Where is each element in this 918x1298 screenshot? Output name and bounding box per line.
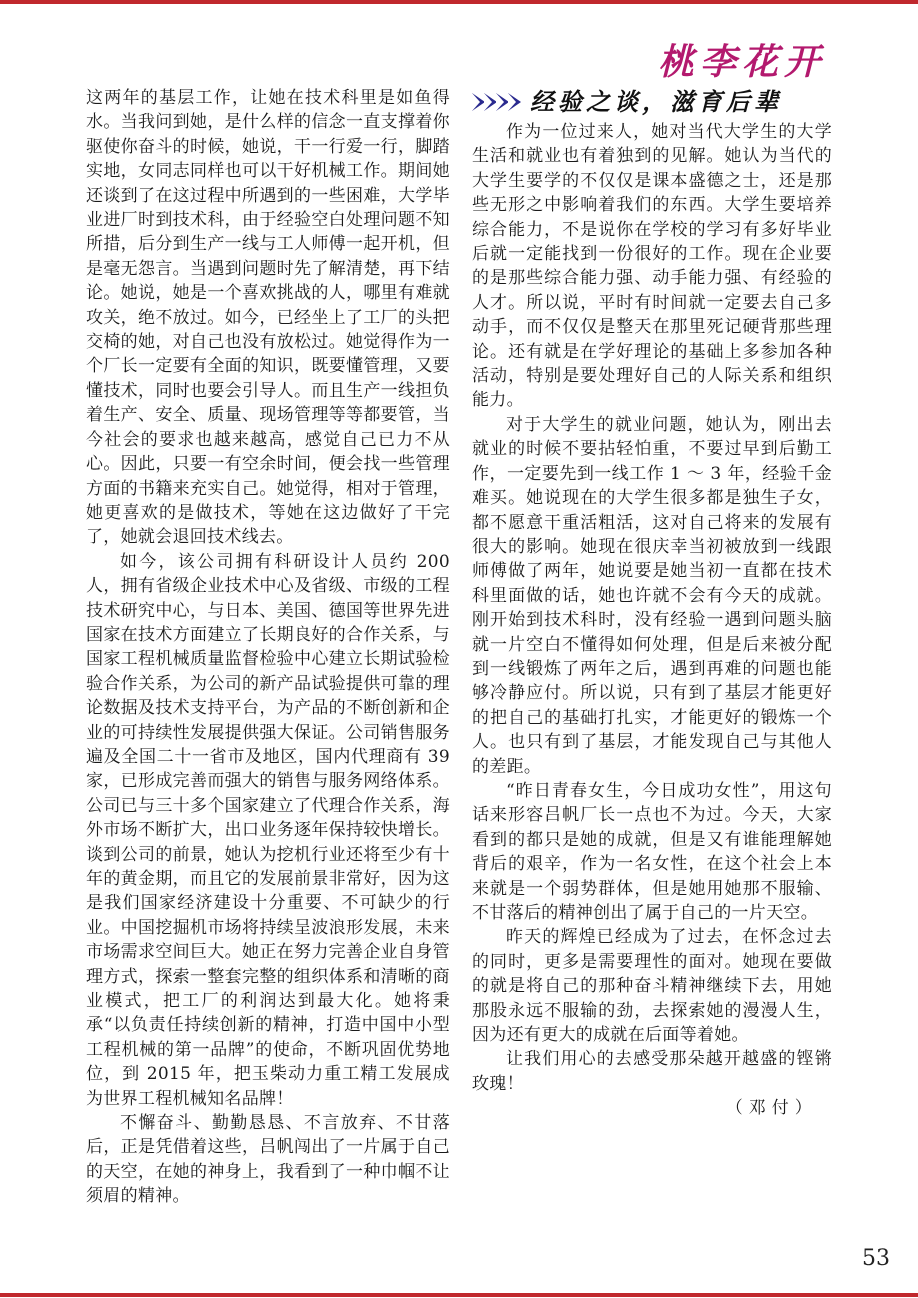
author-credit: （ 邓 付 ） xyxy=(725,1098,812,1119)
heading-text: 经验之谈，滋育后辈 xyxy=(530,86,782,116)
bottom-rule xyxy=(0,1293,918,1297)
article-heading xyxy=(472,86,832,118)
arrow-icon xyxy=(472,93,520,111)
right-column xyxy=(472,86,832,1121)
right-paragraph-2: 对于大学生的就业问题，她认为，刚出去就业的时候不要拈轻怕重，不要过早到后勤工作，一定要先到一线工作 1 ～ 3 年，经验千金难买。她说现在的大学生很多都是独生子女，都不愿意干重活粗活，这对自己将来的发展有很大的影响。她现在很庆幸当初被放到一线跟师傅做了两年，她说要是她当初一直都在技术科里面做的话，她也许就不会有今天的成就。刚开始到技术科时，没有经验一遇到问题头脑就一片空白不懂得如何处理，但是后来被分配到一线锻炼了两年之后，遇到再难的问题也能够冷静应付。所以说，只有到了基层才能更好的把自己的基础打扎实，才能更好的锻炼一个人。也只有到了基层，才能发现自己与其他人的差距。 xyxy=(472,414,832,777)
section-title: 桃李花开 xyxy=(657,41,826,83)
top-rule xyxy=(0,0,918,4)
right-paragraph-3: “昨日青春女生，今日成功女性”，用这句话来形容吕帆厂长一点也不为过。今天，大家看到的都只是她的成就，但是又有谁能理解她背后的艰辛，作为一名女性，在这个社会上本来就是一个弱势群体，但是她用她那不服输、不甘落后的精神创出了属于自己的一片天空。 xyxy=(472,780,832,923)
page-number: 53 xyxy=(862,1246,890,1271)
left-column xyxy=(86,86,450,1209)
left-paragraph-2: 如今，该公司拥有科研设计人员约 200 人，拥有省级企业技术中心及省级、市级的工程技术研究中心，与日本、美国、德国等世界先进国家在技术方面建立了长期良好的合作关系，与国家工程机械质量监督检验中心建立长期试验检验合作关系，为公司的新产品试验提供可靠的理论数据及技术支持平台，为产品的不断创新和企业的可持续性发展提供强大保证。公司销售服务遍及全国二十一省市及地区，国内代理商有 39 家，已形成完善而强大的销售与服务网络体系。公司已与三十多个国家建立了代理合作关系，海外市场不断扩大，出口业务逐年保持较快增长。谈到公司的前景，她认为挖机行业还将至少有十年的黄金期，而且它的发展前景非常好，因为这是我们国家经济建设十分重要、不可缺少的行业。中国挖掘机市场将持续呈波浪形发展，未来市场需求空间巨大。她正在努力完善企业自身管理方式，探索一整套完整的组织体系和清晰的商业模式，把工厂的利润达到最大化。她将秉承“以负责任持续创新的精神，打造中国中小型工程机械的第一品牌”的使命，不断巩固优势地位，到 2015 年，把玉柴动力重工精工发展成为世界工程机械知名品牌！ xyxy=(86,551,450,1109)
right-paragraph-5: 让我们用心的去感受那朵越开越盛的铿锵玫瑰！ xyxy=(472,1049,832,1094)
right-paragraph-1: 作为一位过来人，她对当代大学生的大学生活和就业也有着独到的见解。她认为当代的大学生要学的不仅仅是课本盛德之士，还是那些无形之中影响着我们的东西。大学生要培养综合能力，不是说你在学校的学习有多好毕业后就一定能找到一份很好的工作。现在企业要的是那些综合能力强、动手能力强、有经验的人才。所以说，平时有时间就一定要去自己多动手，而不仅仅是整天在那里死记硬背那些理论。还有就是在学好理论的基础上多参加各种活动，特别是要处理好自己的人际关系和组织能力。 xyxy=(472,122,832,411)
left-paragraph-3: 不懈奋斗、勤勤恳恳、不言放弃、不甘落后，正是凭借着这些，吕帆闯出了一片属于自己的天空，在她的神身上，我看到了一种巾帼不让须眉的精神。 xyxy=(86,1113,450,1207)
right-paragraph-4: 昨天的辉煌已经成为了过去，在怀念过去的同时，更多是需要理性的面对。她现在要做的就是将自己的那种奋斗精神继续下去，用她那股永远不服输的劲，去探索她的漫漫人生，因为还有更大的成就在后面等着她。 xyxy=(472,927,832,1046)
left-paragraph-1: 这两年的基层工作，让她在技术科里是如鱼得水。当我问到她，是什么样的信念一直支撑着你驱使你奋斗的时候，她说，干一行爱一行，脚踏实地，女同志同样也可以干好机械工作。期间她还谈到了在这过程中所遇到的一些困难，大学毕业进厂时到技术科，由于经验空白处理问题不知所措，后分到生产一线与工人师傅一起开机，但是毫无怨言。当遇到问题时先了解清楚，再下结论。她说，她是一个喜欢挑战的人，哪里有难就攻关，绝不放过。如今，已经坐上了工厂的头把交椅的她，对自己也没有放松过。她觉得作为一个厂长一定要有全面的知识，既要懂管理，又要懂技术，同时也要会引导人。而且生产一线担负着生产、安全、质量、现场管理等等都要管，当今社会的要求也越来越高，感觉自己已力不从心。因此，只要一有空余时间，便会找一些管理方面的书籍来充实自己。她觉得，相对于管理，她更喜欢的是做技术，等她在这边做好了干完了，她就会退回技术线去。 xyxy=(86,88,450,548)
